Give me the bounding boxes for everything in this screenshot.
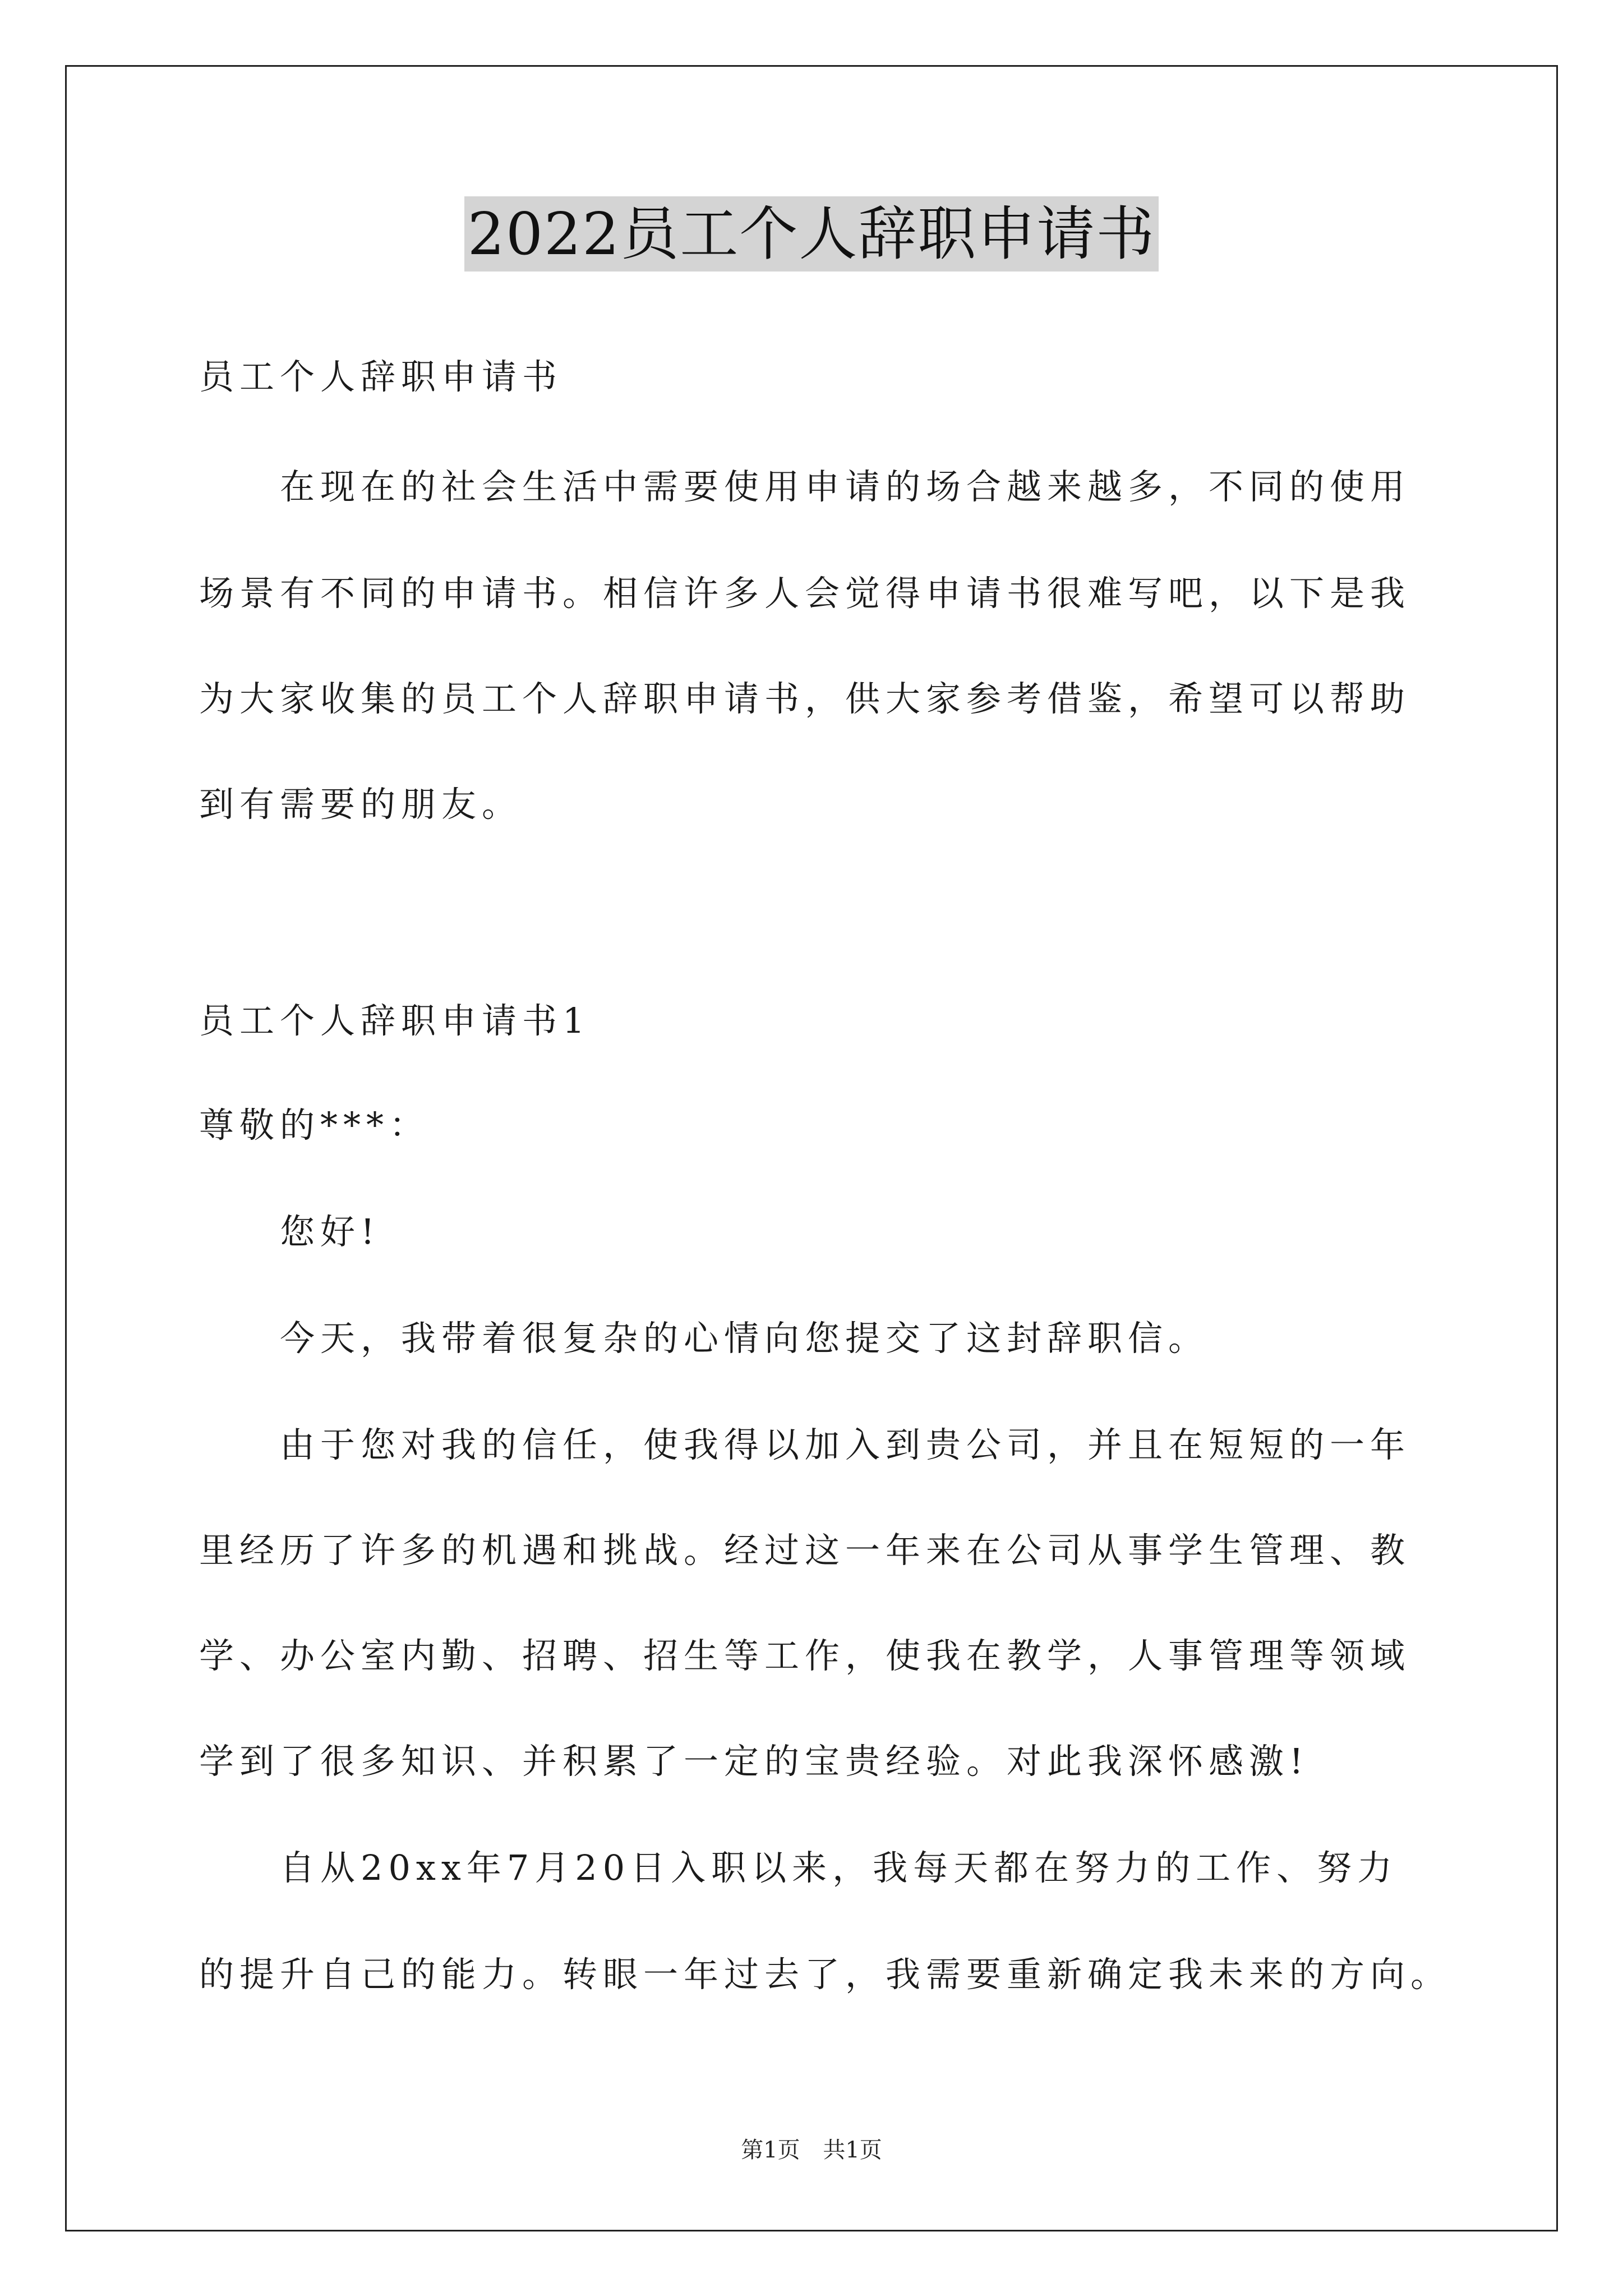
letter-line-1: 今天，我带着很复杂的心情向您提交了这封辞职信。: [199, 1318, 1209, 1359]
page-footer: [0, 2136, 1623, 2164]
document-title: 2022员工个人辞职申请书: [464, 196, 1159, 272]
letter-line-5: 学到了很多知识、并积累了一定的宝贵经验。对此我深怀感激!: [199, 1741, 1309, 1782]
letter-line-2: 由于您对我的信任，使我得以加入到贵公司，并且在短短的一年: [199, 1424, 1411, 1465]
letter-line-4: 学、办公室内勤、招聘、招生等工作，使我在教学，人事管理等领域: [199, 1635, 1411, 1676]
intro-line-1: 在现在的社会生活中需要使用申请的场合越来越多，不同的使用: [199, 466, 1411, 507]
intro-line-4: 到有需要的朋友。: [199, 784, 523, 825]
greeting: 您好!: [199, 1211, 380, 1252]
letter-line-6: 自从20xx年7月20日入职以来，我每天都在努力的工作、努力: [199, 1847, 1398, 1888]
page-number: 第1页: [741, 2137, 800, 2163]
page-total: 共1页: [823, 2137, 882, 2163]
letter-line-3: 里经历了许多的机遇和挑战。经过这一年来在公司从事学生管理、教: [199, 1530, 1411, 1571]
intro-line-2: 场景有不同的申请书。相信许多人会觉得申请书很难写吧，以下是我: [199, 573, 1411, 614]
title-wrap: [0, 196, 1623, 272]
section-heading: 员工个人辞职申请书1: [199, 1000, 591, 1041]
salutation: 尊敬的***：: [199, 1105, 430, 1145]
intro-line-3: 为大家收集的员工个人辞职申请书，供大家参考借鉴，希望可以帮助: [199, 678, 1411, 719]
subtitle-line: 员工个人辞职申请书: [199, 356, 563, 397]
letter-line-7: 的提升自己的能力。转眼一年过去了，我需要重新确定我未来的方向。: [199, 1954, 1451, 1995]
